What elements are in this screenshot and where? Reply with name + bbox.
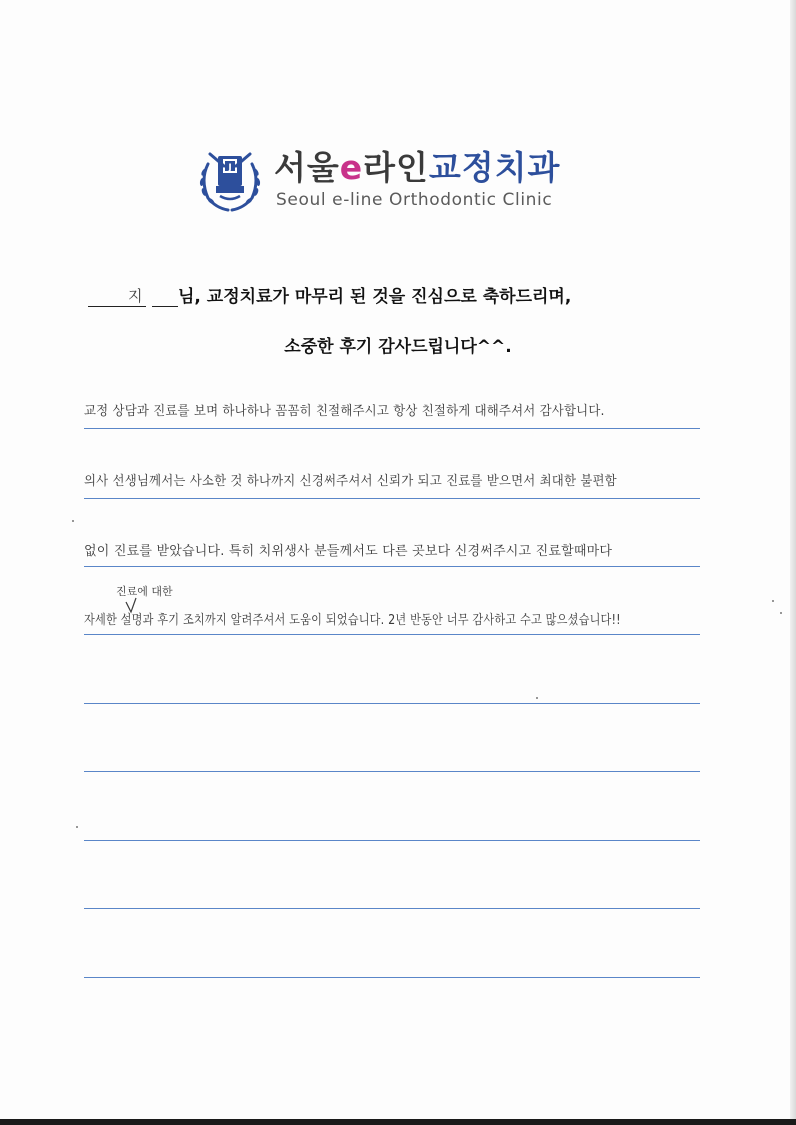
- scan-speck: [780, 612, 782, 614]
- ruled-line: [84, 840, 700, 841]
- ruled-line: [84, 771, 700, 772]
- ruled-line: [84, 634, 700, 635]
- review-line-1: 교정 상담과 진료를 보며 하나하나 꼼꼼히 친절해주시고 항상 친절하게 대해주셔서 감사합니다.: [84, 404, 605, 419]
- ruled-line: [84, 908, 700, 909]
- insertion-caret-icon: [124, 596, 138, 614]
- greeting-text: 님, 교정치료가 마무리 된 것을 진심으로 축하드리며,: [178, 287, 572, 307]
- clinic-logo: [194, 142, 594, 222]
- review-line-4: 자세한 설명과 후기 조치까지 알려주셔서 도움이 되었습니다. 2년 반동안 너무 감사하고 수고 많으셨습니다!!: [84, 613, 621, 628]
- scan-speck: [536, 697, 538, 699]
- clinic-name-english: Seoul e-line Orthodontic Clinic: [276, 190, 553, 210]
- scan-speck: [72, 520, 74, 522]
- clinic-emblem-icon: [194, 144, 266, 216]
- review-insertion: 진료에 대한: [116, 585, 173, 598]
- name-blank: [88, 286, 146, 307]
- handwritten-name: 지: [128, 287, 143, 305]
- greeting-line-1: [88, 282, 708, 307]
- ruled-line: [84, 703, 700, 704]
- name-blank-2: [152, 286, 178, 307]
- ruled-line: [84, 566, 700, 567]
- review-line-2: 의사 선생님께서는 사소한 것 하나까지 신경써주셔서 신뢰가 되고 진료를 받으면서 최대한 불편함: [84, 474, 617, 489]
- scan-edge: [790, 0, 796, 1125]
- ruled-line: [84, 428, 700, 429]
- review-line-3: 없이 진료를 받았습니다. 특히 치위생사 분들께서도 다른 곳보다 신경써주시고 진료할때마다: [84, 544, 613, 559]
- scan-speck: [772, 600, 774, 602]
- ruled-line: [84, 498, 700, 499]
- scan-edge: [0, 1119, 796, 1125]
- clinic-name-korean: 서울e라인교정치과: [274, 148, 561, 187]
- svg-text:J: J: [228, 163, 232, 173]
- ruled-line: [84, 977, 700, 978]
- scan-speck: [76, 826, 78, 828]
- greeting-line-2: 소중한 후기 감사드립니다^^.: [284, 337, 512, 357]
- clinic-name-e-mark: e: [339, 148, 364, 187]
